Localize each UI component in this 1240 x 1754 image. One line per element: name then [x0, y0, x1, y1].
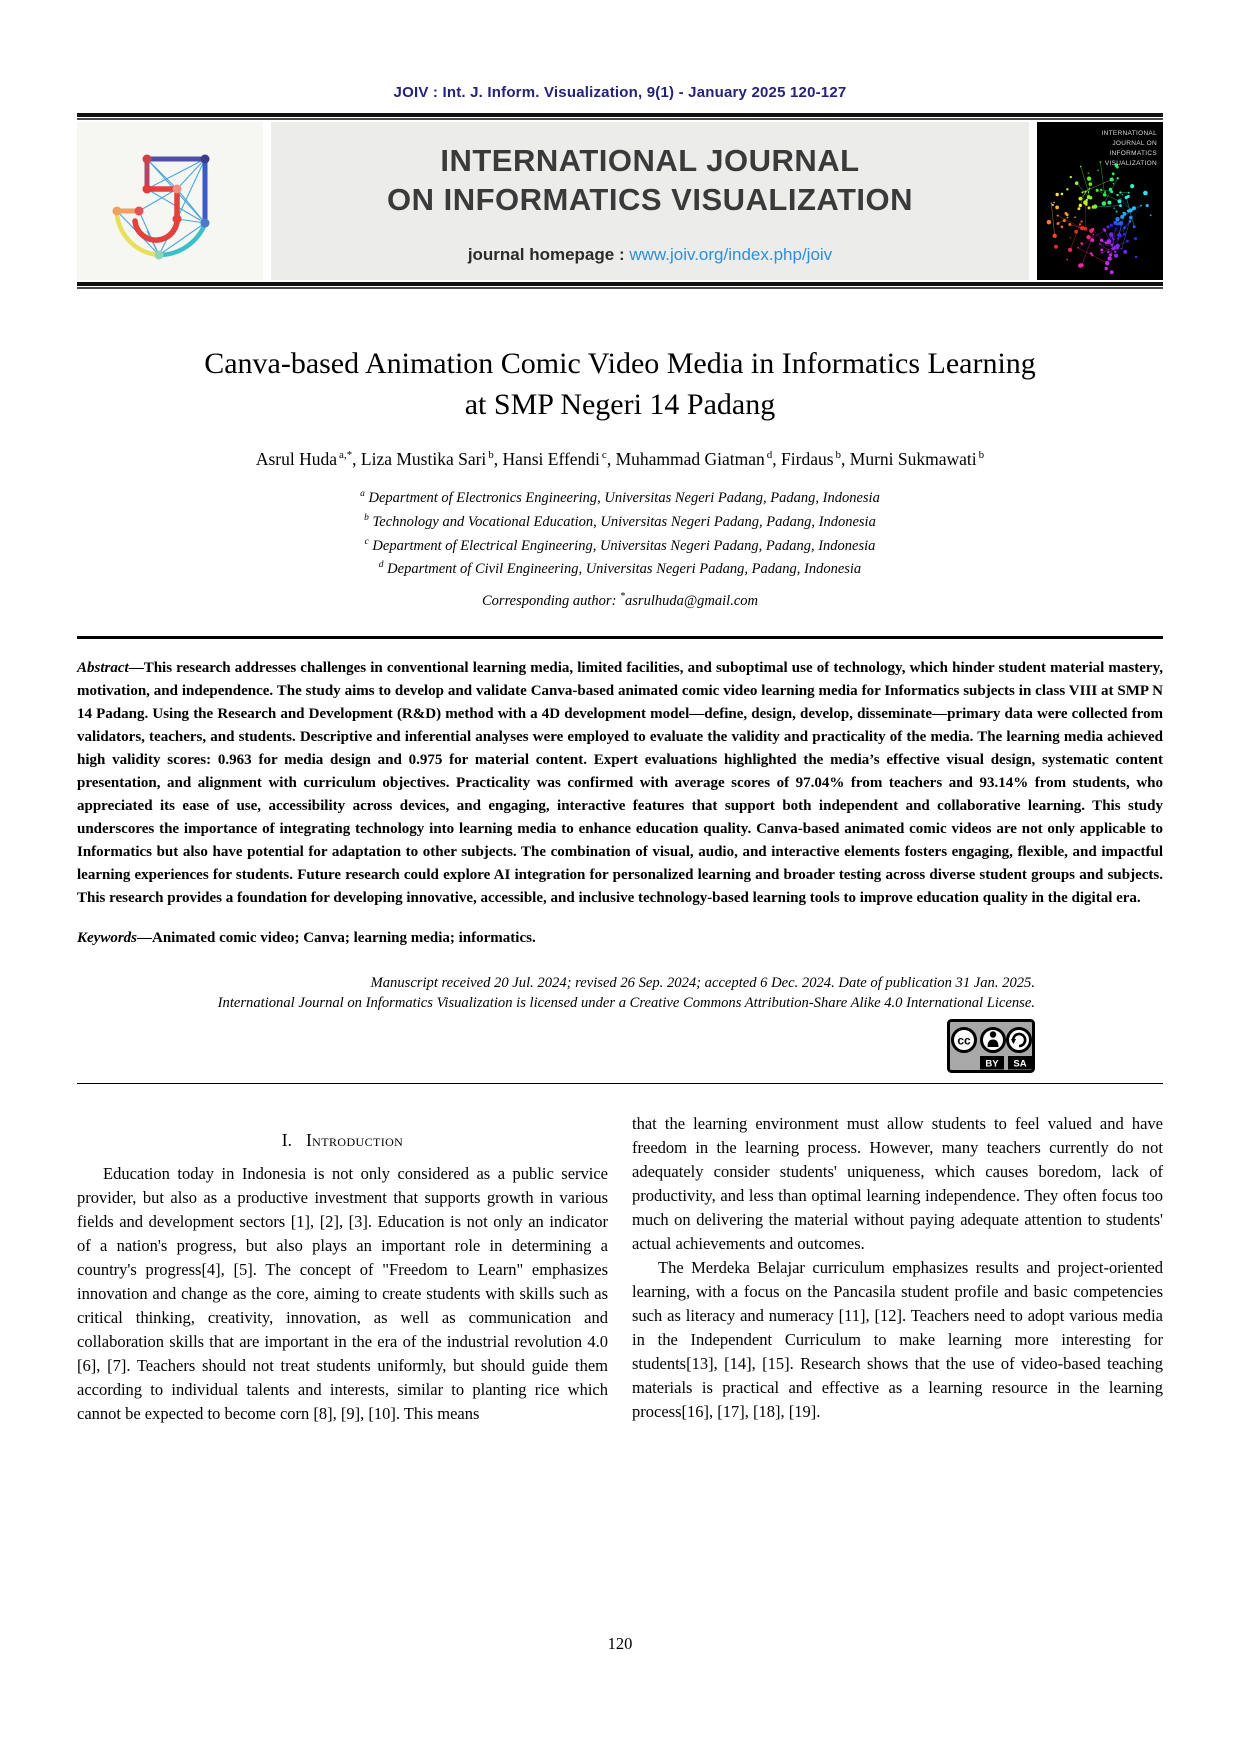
keywords-label: Keywords — [77, 929, 137, 946]
cover-caption-line: JOURNAL ON — [1112, 140, 1157, 148]
journal-masthead — [271, 122, 1029, 280]
manuscript-history — [77, 973, 1163, 1013]
body-top-rule — [77, 1083, 1163, 1085]
affiliation: $^b$ Technology and Vocational Education, Universitas Negeri Padang, Padang, Indonesia — [364, 512, 876, 530]
cover-caption — [1102, 129, 1157, 169]
intro-paragraph-right-1: that the learning environment must allow students to feel valued and have freedom in the learning process. However, many teachers currently do not adequately consider students' uniqueness, which causes boredom, lack of productivity, and less than optimal learning independence. They often focus too much on delivering the material without paying adequate attention to students' actual achievements and outcomes. — [632, 1114, 1163, 1254]
journal-banner — [77, 122, 1163, 280]
author-list — [77, 449, 1163, 470]
by-label: BY — [985, 1058, 999, 1070]
journal-cover-thumbnail — [1037, 122, 1163, 280]
corresponding-email-link[interactable]: asrulhuda@gmail.com — [625, 593, 758, 610]
keywords-text: —Animated comic video; Canva; learning media; informatics. — [137, 929, 536, 946]
abstract-top-rule — [77, 636, 1163, 639]
homepage-label: journal homepage : — [467, 245, 630, 264]
section-heading-introduction — [77, 1128, 608, 1152]
corresponding-label: Corresponding author: — [482, 593, 621, 610]
homepage-link[interactable]: www.joiv.org/index.php/joiv — [629, 245, 833, 264]
top-divider-thick — [77, 113, 1163, 117]
journal-logo-panel — [77, 122, 263, 280]
author: Liza Mustika Sari $^b$, — [360, 449, 503, 469]
corresponding-author-line — [77, 591, 1163, 610]
cover-caption-line: INTERNATIONAL — [1101, 130, 1157, 137]
manuscript-dates: Manuscript received 20 Jul. 2024; revised 26 Sep. 2024; accepted 6 Dec. 2024. Date of publication 31 Jan. 2025. — [370, 974, 1035, 991]
journal-citation-line: JOIV : Int. J. Inform. Visualization, 9(1) - January 2025 120-127 — [393, 84, 847, 101]
intro-paragraph-right-2: The Merdeka Belajar curriculum emphasizes results and project-oriented learning, with a focus on the Pancasila student profile and basic competencies such as literacy and numeracy [11], [12]. Teachers need to adopt various media in the Independent Curriculum to make learning more interesting for students[13], [14], [15]. Research shows that the use of video-based teaching materials is practical and effective as a learning resource in the learning process[16], [17], [18], [19]. — [632, 1258, 1163, 1422]
affiliation-list — [77, 484, 1163, 579]
affiliation: $^c$ Department of Electrical Engineering, Universitas Negeri Padang, Padang, Indonesia — [364, 536, 876, 554]
section-number: I. — [281, 1130, 292, 1151]
author: Muhammad Giatman $^d$, — [615, 449, 782, 469]
author: Firdaus $^b$, — [781, 449, 850, 469]
abstract-label: Abstract — [77, 659, 129, 676]
abstract-text: —This research addresses challenges in conventional learning media, limited facilities, and suboptimal use of technology, which hinder student material mastery, motivation, and independence. The study aims to develop and validate Canva-based animated comic video learning media for Informatics subjects in class VIII at SMP N 14 Padang. Using the Research and Development (R&D) method with a 4D development model—define, design, develop, disseminate—primary data were collected from validators, teachers, and students. Descriptive and inferential analyses were employed to evaluate the validity and practicality of the media. The learning media achieved high validity scores: 0.963 for media design and 0.975 for material content. Expert evaluations highlighted the media’s effective visual design, systematic content presentation, and alignment with curriculum objectives. Practicality was confirmed with average scores of 97.04% from teachers and 93.14% from students, who appreciated its ease of use, accessibility across devices, and engaging, interactive features that support both independent and collaborative learning. This study underscores the importance of integrating technology into learning media to enhance education quality. Canva-based animated comic videos are not only applicable to Informatics but also have potential for adaptation to other subjects. The combination of visual, audio, and interactive elements fosters engaging, flexible, and impactful learning experiences for students. Future research could explore AI integration for personalized learning and broader testing across diverse student groups and subjects. This research provides a foundation for developing innovative, accessible, and inclusive technology-based learning tools to improve education quality in the digital era. — [77, 659, 1163, 906]
cover-caption-line: VISUALIZATION — [1104, 160, 1157, 168]
corresponding-star: * — [620, 591, 626, 603]
journal-title-line1: INTERNATIONAL JOURNAL — [440, 143, 860, 178]
author: Hansi Effendi $^c$, — [502, 449, 616, 469]
keywords-line — [77, 930, 1163, 947]
journal-title-line2: ON INFORMATICS VISUALIZATION — [386, 182, 914, 217]
section-title: Introduction — [305, 1130, 404, 1151]
journal-homepage-line — [468, 245, 832, 265]
article-title-line2: at SMP Negeri 14 Padang — [464, 388, 776, 421]
cover-caption-line: INFORMATICS — [1109, 150, 1157, 158]
sa-label: SA — [1013, 1058, 1027, 1070]
license-statement: International Journal on Informatics Visualization is licensed under a Creative Commons Attribution-Share Alike 4.0 International License. — [217, 994, 1035, 1011]
cc-by-sa-badge[interactable] — [947, 1019, 1035, 1073]
banner-bottom-divider-thin — [77, 287, 1163, 289]
author: Asrul Huda $^{a,*}$, — [255, 449, 361, 469]
cc-icon: cc — [957, 1033, 971, 1048]
banner-bottom-divider-thick — [77, 282, 1163, 286]
affiliation: $^a$ Department of Electronics Engineering, Universitas Negeri Padang, Padang, Indonesia — [360, 489, 880, 506]
affiliation: $^d$ Department of Civil Engineering, Universitas Negeri Padang, Padang, Indonesia — [378, 560, 862, 578]
top-divider-thin — [77, 118, 1163, 120]
intro-paragraph-left: Education today in Indonesia is not only considered as a public service provider, but also as a productive investment that supports growth in various fields and development sectors [1], [2], [3]. Education is not only an indicator of a nation's progress, but also plays an important role in determining a country's progress[4], [5]. The concept of "Freedom to Learn" emphasizes innovation and change as the core, aiming to create students with skills such as critical thinking, creativity, innovation, as well as communication and collaboration skills that are important in the era of the industrial revolution 4.0 [6], [7]. Teachers should not treat students uniformly, but should guide them according to individual talents and interests, similar to planting rice which cannot be expected to become corn [8], [9], [10]. This means — [77, 1164, 608, 1424]
author: Murni Sukmawati $^b$ — [849, 449, 985, 469]
two-column-body — [77, 1112, 1163, 1426]
left-column — [77, 1112, 608, 1426]
article-title-line1: Canva-based Animation Comic Video Media in Informatics Learning — [204, 347, 1036, 380]
license-badge-row — [77, 1019, 1163, 1073]
article-title — [77, 343, 1163, 425]
page-number: 120 — [607, 1634, 633, 1653]
right-column — [632, 1112, 1163, 1426]
joiv-logo-icon — [95, 131, 245, 271]
journal-title — [387, 141, 913, 219]
abstract-paragraph — [77, 657, 1163, 910]
